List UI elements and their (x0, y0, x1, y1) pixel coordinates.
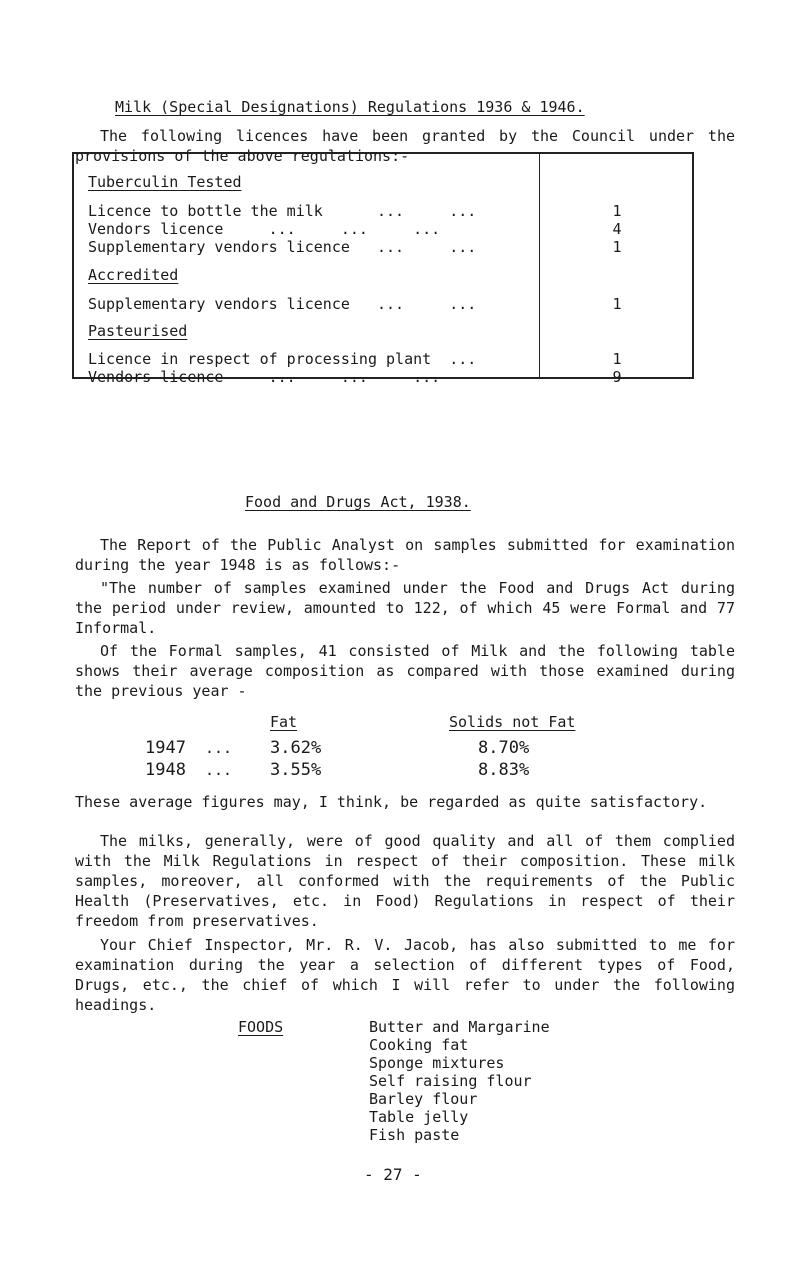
composition-year: 1947 (145, 738, 186, 758)
page-heading: Milk (Special Designations) Regulations 1936 & 1946. (115, 98, 585, 116)
food-item: Self raising flour (369, 1072, 532, 1090)
composition-fat: 3.55% (270, 760, 322, 780)
section-heading-accredited: Accredited (88, 266, 179, 284)
licence-row-label: Licence to bottle the milk ... ... (88, 202, 477, 220)
composition-snf: 8.83% (478, 760, 530, 780)
licence-row-label: Vendors licence ... ... ... (88, 368, 441, 386)
licence-labels-column (73, 153, 540, 386)
report-paragraph-1 (75, 535, 735, 575)
licence-count: 1 (612, 202, 622, 220)
licence-count: 4 (612, 220, 622, 238)
intro-text: The following licences have been granted by the Council under the provisions of the above regulations:- (75, 127, 735, 165)
report-paragraph-6 (75, 935, 735, 1015)
licence-count: 1 (612, 350, 622, 368)
composition-fat: 3.62% (270, 738, 322, 758)
column-header-fat: Fat (270, 713, 298, 731)
report-text: The Report of the Public Analyst on samples submitted for examination during the year 1948 is as follows:- (75, 536, 735, 574)
food-item: Fish paste (369, 1126, 460, 1144)
section-heading-tuberculin: Tuberculin Tested (88, 173, 242, 191)
food-item: Barley flour (369, 1090, 478, 1108)
licence-count: 1 (612, 238, 622, 256)
report-paragraph-2 (75, 578, 735, 638)
food-item: Cooking fat (369, 1036, 469, 1054)
report-text: The milks, generally, were of good quality and all of them complied with the Milk Regulations in respect of their composition. These milk samples, moreover, all conformed with the requirements of the Public Health (Preservatives, etc. in Food) Regulations in respect of their freedom from preservatives. (75, 832, 735, 930)
licence-row-label: Supplementary vendors licence ... ... (88, 238, 477, 256)
food-item: Sponge mixtures (369, 1054, 505, 1072)
licence-row-label: Licence in respect of processing plant ... (88, 350, 477, 368)
column-header-solids-not-fat: Solids not Fat (449, 713, 576, 731)
food-item: Butter and Margarine (369, 1018, 550, 1036)
section-title: Food and Drugs Act, 1938. (245, 493, 471, 511)
composition-snf: 8.70% (478, 738, 530, 758)
licence-row-label: Supplementary vendors licence ... ... (88, 295, 477, 313)
report-text: "The number of samples examined under the Food and Drugs Act during the period under review, amounted to 122, of which 45 were Formal and 77 Informal. (75, 579, 735, 637)
food-item: Table jelly (369, 1108, 469, 1126)
page-number: - 27 - (364, 1165, 422, 1184)
licence-row-label: Vendors licence ... ... ... (88, 220, 441, 238)
report-text: Of the Formal samples, 41 consisted of Milk and the following table shows their average composition as compared with those examined during the previous year - (75, 642, 735, 700)
composition-year: 1948 (145, 760, 186, 780)
report-text: Your Chief Inspector, Mr. R. V. Jacob, has also submitted to me for examination during the year a selection of different types of Food, Drugs, etc., the chief of which I will refer to under the following headings. (75, 936, 735, 1014)
report-paragraph-4: These average figures may, I think, be regarded as quite satisfactory. (75, 793, 708, 811)
report-paragraph-5 (75, 831, 735, 931)
composition-dots: ... (205, 761, 233, 779)
foods-label: FOODS (238, 1018, 284, 1036)
licence-table (72, 152, 694, 386)
licence-count: 9 (612, 368, 622, 386)
composition-dots: ... (205, 739, 233, 757)
section-heading-pasteurised: Pasteurised (88, 322, 188, 340)
licence-count: 1 (612, 295, 622, 313)
report-paragraph-3 (75, 641, 735, 701)
licence-counts-column (540, 153, 694, 386)
